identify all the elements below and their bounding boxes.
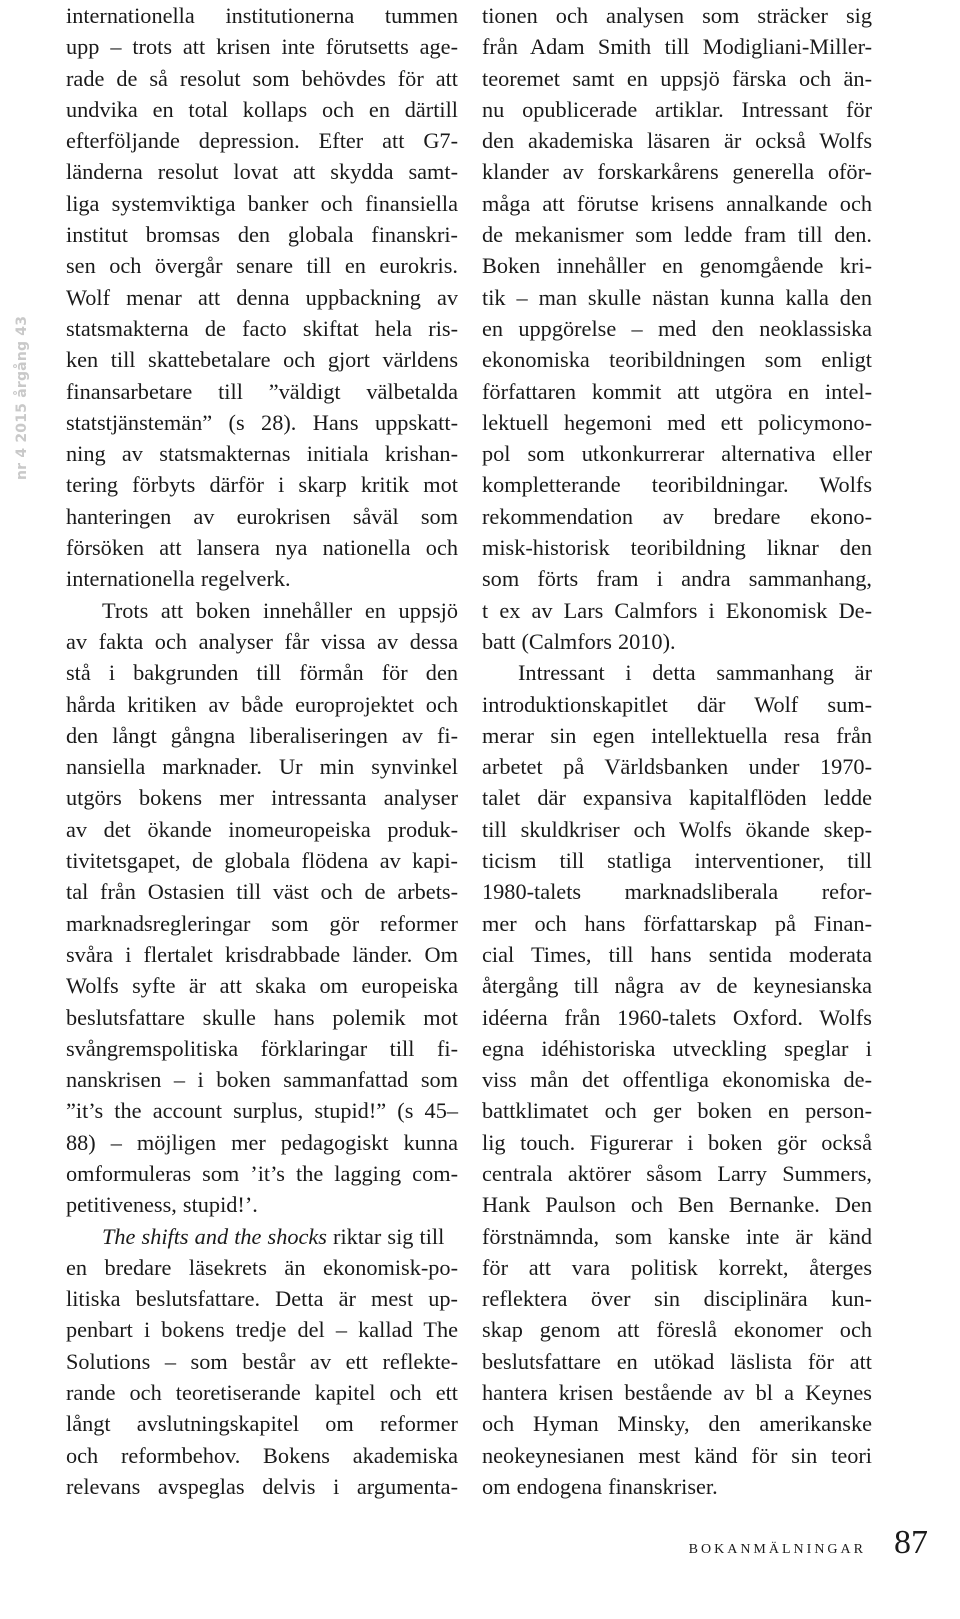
right-column	[482, 0, 872, 1502]
text-line: lig touch. Figurerar i boken gör också	[482, 1129, 872, 1155]
text-line: ticism till statliga interventioner, till	[482, 848, 872, 874]
text-line: egna idéhistoriska utveckling speglar i	[482, 1035, 872, 1061]
text-line: omformuleras som ’it’s the lagging com-	[66, 1160, 458, 1186]
text-line: battklimatet och ger boken en person-	[482, 1098, 872, 1124]
text-span: riktar sig till	[326, 1223, 445, 1249]
text-line: återgång till några av de keynesianska	[482, 973, 872, 999]
text-line: undvika en total kollaps och en därtill	[66, 96, 458, 122]
text-line: talet där expansiva kapitalflöden ledde	[482, 785, 872, 811]
text-line: svångremspolitiska förklaringar till fi-	[66, 1035, 458, 1061]
text-line: 1980-talets marknadsliberala refor-	[482, 879, 872, 905]
text-line: hårda kritiken av både europrojektet och	[66, 691, 458, 717]
text-line: till skuldkriser och Wolfs ökande skep-	[482, 816, 872, 842]
text-line: och reformbehov. Bokens akademiska	[66, 1442, 458, 1468]
text-line: Solutions – som består av ett reflekte-	[66, 1348, 458, 1374]
text-line: svåra i flertalet krisdrabbade länder. Om	[66, 941, 458, 967]
text-line: nansiella marknader. Ur min synvinkel	[66, 754, 458, 780]
text-line: länderna resolut lovat att skydda samt-	[66, 159, 458, 185]
text-line: rande och teoretiserande kapitel och ett	[66, 1380, 458, 1406]
text-line: ”it’s the account surplus, stupid!” (s 45–	[66, 1098, 458, 1124]
text-line: penbart i bokens tredje del – kallad The	[66, 1317, 458, 1343]
text-line: pol som utkonkurrerar alternativa eller	[482, 441, 872, 467]
text-line: hantera krisen bestående av bl a Keynes	[482, 1380, 872, 1406]
text-line: arbetet på Världsbanken under 1970-	[482, 754, 872, 780]
text-line: sen och övergår senare till en eurokris.	[66, 253, 458, 279]
text-line: författaren kommit att utgöra en intel-	[482, 378, 872, 404]
text-line: upp – trots att krisen inte förutsetts age-	[66, 34, 458, 60]
text-line: kompletterande teoribildningar. Wolfs	[482, 472, 872, 498]
journal-issue-note: nr 4 2015 årgång 43	[14, 315, 30, 480]
text-line: nanskrisen – i boken sammanfattad som	[66, 1067, 458, 1093]
text-line: mer och hans författarskap på Finan-	[482, 910, 872, 936]
text-line: ekonomiska teoribildningen som enligt	[482, 347, 872, 373]
text-line: Wolfs syfte är att skaka om europeiska	[66, 973, 458, 999]
text-line: hanteringen av eurokrisen såväl som	[66, 503, 458, 529]
text-line: idéerna från 1960-talets Oxford. Wolfs	[482, 1004, 872, 1030]
text-line: beslutsfattare en utökad läslista för att	[482, 1348, 872, 1374]
text-line: om endogena finanskriser.	[482, 1473, 718, 1499]
text-line: teoremet samt en uppsjö färska och än-	[482, 65, 872, 91]
text-line: batt (Calmfors 2010).	[482, 628, 676, 654]
text-line: av det ökande inomeuropeiska produk-	[66, 816, 458, 842]
text-line: långt avslutningskapitel om reformer	[66, 1411, 458, 1437]
text-line: utgörs bokens mer intressanta analyser	[66, 785, 458, 811]
text-line: misk-historisk teoribildning liknar den	[482, 535, 872, 561]
text-line: internationella regelverk.	[66, 566, 291, 592]
text-line: den akademiska läsaren är också Wolfs	[482, 128, 872, 154]
left-column	[66, 0, 458, 1502]
text-line: tik – man skulle nästan kunna kalla den	[482, 284, 872, 310]
text-line: från Adam Smith till Modigliani-Miller-	[482, 34, 872, 60]
text-line: Wolf menar att denna uppbackning av	[66, 284, 458, 310]
book-title-italic: The shifts and the shocks	[102, 1223, 327, 1249]
text-line: skap genom att föreslå ekonomer och	[482, 1317, 872, 1343]
text-line: försöken att lansera nya nationella och	[66, 535, 458, 561]
text-line: Intressant i detta sammanhang är	[518, 660, 872, 686]
text-line: ken till skattebetalare och gjort världens	[66, 347, 458, 373]
text-line: lektuell hegemoni med ett policymono-	[482, 409, 872, 435]
text-line: neokeynesianen mest känd för sin teori	[482, 1442, 872, 1468]
text-line: en uppgörelse – med den neoklassiska	[482, 315, 872, 341]
text-line: tivitetsgapet, de globala flödena av kapi-	[66, 848, 458, 874]
text-line: marknadsregleringar som gör reformer	[66, 910, 458, 936]
text-line: nu opublicerade artiklar. Intressant för	[482, 96, 872, 122]
text-line: cial Times, till hans sentida moderata	[482, 941, 872, 967]
text-line: måga att förutse krisens annalkande och	[482, 190, 872, 216]
text-line: efterföljande depression. Efter att G7-	[66, 128, 458, 154]
text-line: relevans avspeglas delvis i argumenta-	[66, 1473, 458, 1499]
text-line: för att vara politisk korrekt, återges	[482, 1254, 872, 1280]
text-line: rekommendation av bredare ekono-	[482, 503, 872, 529]
text-line: Boken innehåller en genomgående kri-	[482, 253, 872, 279]
text-line: t ex av Lars Calmfors i Ekonomisk De-	[482, 597, 872, 623]
text-line: finansarbetare till ”väldigt välbetalda	[66, 378, 458, 404]
text-line: merar sin egen intellektuella resa från	[482, 722, 872, 748]
text-line: en bredare läsekrets än ekonomisk-po-	[66, 1254, 458, 1280]
text-line: Hank Paulson och Ben Bernanke. Den	[482, 1192, 872, 1218]
text-line: tionen och analysen som sträcker sig	[482, 3, 872, 28]
text-line: tering förbyts därför i skarp kritik mot	[66, 472, 458, 498]
text-line: förstnämnda, som kanske inte är känd	[482, 1223, 872, 1249]
text-line: som förts fram i andra sammanhang,	[482, 566, 872, 592]
text-line: av fakta och analyser får vissa av dessa	[66, 628, 458, 654]
text-line: internationella institutionerna tummen	[66, 3, 458, 28]
text-line: beslutsfattare skulle hans polemik mot	[66, 1004, 458, 1030]
page-number: 87	[894, 1524, 928, 1561]
text-line: reflektera över sin disciplinära kun-	[482, 1286, 872, 1312]
text-line: litiska beslutsfattare. Detta är mest up-	[66, 1286, 458, 1312]
text-line: viss mån det offentliga ekonomiska de-	[482, 1067, 872, 1093]
text-line: de mekanismer som ledde fram till den.	[482, 222, 872, 248]
text-line: liga systemviktiga banker och finansiella	[66, 190, 458, 216]
text-line: centrala aktörer såsom Larry Summers,	[482, 1160, 872, 1186]
text-line: rade de så resolut som behövdes för att	[66, 65, 458, 91]
text-line: den långt gångna liberaliseringen av fi-	[66, 722, 458, 748]
text-line: institut bromsas den globala finanskri-	[66, 222, 458, 248]
text-line: Trots att boken innehåller en uppsjö	[102, 597, 458, 623]
page-footer	[689, 1524, 928, 1562]
text-line: klander av forskarkårens generella oför-	[482, 159, 872, 185]
text-line: 88) – möjligen mer pedagogiskt kunna	[66, 1129, 458, 1155]
text-line: ning av statsmakternas initiala krishan-	[66, 441, 458, 467]
section-title: BOKANMÄLNINGAR	[688, 1542, 866, 1557]
text-line	[66, 1221, 458, 1252]
text-line: statsmakterna de facto skiftat hela ris-	[66, 315, 458, 341]
text-line: och Hyman Minsky, den amerikanske	[482, 1411, 872, 1437]
text-line: petitiveness, stupid!’.	[66, 1192, 258, 1218]
text-line: statstjänstemän” (s 28). Hans uppskatt-	[66, 409, 458, 435]
text-line: stå i bakgrunden till förmån för den	[66, 660, 458, 686]
text-line: tal från Ostasien till väst och de arbets-	[66, 879, 458, 905]
text-line: introduktionskapitlet där Wolf sum-	[482, 691, 872, 717]
